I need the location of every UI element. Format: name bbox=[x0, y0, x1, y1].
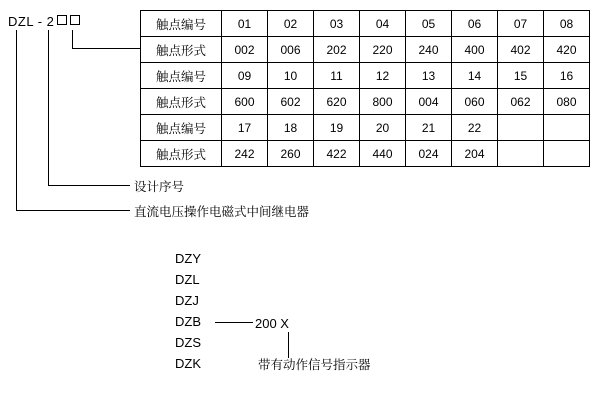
table-cell: 08 bbox=[544, 11, 590, 37]
table-cell: 14 bbox=[452, 63, 498, 89]
model-code-box-1 bbox=[57, 15, 67, 25]
table-row bbox=[141, 89, 590, 115]
row-header: 触点编号 bbox=[141, 11, 222, 37]
contact-table bbox=[140, 10, 590, 167]
row-header: 触点形式 bbox=[141, 141, 222, 167]
table-cell: 03 bbox=[314, 11, 360, 37]
table-cell bbox=[544, 141, 590, 167]
series-item: DZK bbox=[175, 356, 201, 371]
table-cell: 02 bbox=[268, 11, 314, 37]
table-cell: 422 bbox=[314, 141, 360, 167]
leader-line-relay-type-vertical bbox=[16, 30, 17, 210]
table-cell bbox=[544, 115, 590, 141]
leader-line-series-code bbox=[215, 322, 253, 323]
row-header: 触点形式 bbox=[141, 37, 222, 63]
table-cell: 10 bbox=[268, 63, 314, 89]
table-cell: 01 bbox=[222, 11, 268, 37]
table-cell: 242 bbox=[222, 141, 268, 167]
series-list bbox=[175, 248, 201, 374]
table-cell: 240 bbox=[406, 37, 452, 63]
table-cell: 004 bbox=[406, 89, 452, 115]
table-cell: 11 bbox=[314, 63, 360, 89]
table-cell: 800 bbox=[360, 89, 406, 115]
row-header: 触点编号 bbox=[141, 63, 222, 89]
table-cell: 600 bbox=[222, 89, 268, 115]
table-cell: 22 bbox=[452, 115, 498, 141]
leader-line-design-serial-horizontal bbox=[48, 185, 130, 186]
table-cell: 080 bbox=[544, 89, 590, 115]
table-cell: 17 bbox=[222, 115, 268, 141]
table-cell: 12 bbox=[360, 63, 406, 89]
table-cell: 440 bbox=[360, 141, 406, 167]
leader-line-table-vertical bbox=[72, 30, 73, 48]
table-cell: 006 bbox=[268, 37, 314, 63]
table-cell: 220 bbox=[360, 37, 406, 63]
indicator-note: 带有动作信号指示器 bbox=[258, 358, 371, 372]
leader-label-design-serial: 设计序号 bbox=[134, 180, 185, 194]
table-cell: 402 bbox=[498, 37, 544, 63]
leader-line-table-horizontal bbox=[72, 48, 140, 49]
model-code-box-2 bbox=[70, 15, 80, 25]
table-row bbox=[141, 11, 590, 37]
series-code: 200 X bbox=[255, 316, 289, 331]
series-item: DZL bbox=[175, 272, 200, 287]
table-cell: 05 bbox=[406, 11, 452, 37]
table-cell: 15 bbox=[498, 63, 544, 89]
row-header: 触点形式 bbox=[141, 89, 222, 115]
table-row bbox=[141, 115, 590, 141]
contact-table-wrap bbox=[140, 10, 590, 167]
model-code-prefix: DZL - 2 bbox=[8, 14, 55, 29]
table-cell: 400 bbox=[452, 37, 498, 63]
table-cell: 204 bbox=[452, 141, 498, 167]
table-row bbox=[141, 63, 590, 89]
table-cell: 18 bbox=[268, 115, 314, 141]
model-code bbox=[8, 14, 80, 29]
table-cell: 04 bbox=[360, 11, 406, 37]
table-cell: 20 bbox=[360, 115, 406, 141]
table-cell: 620 bbox=[314, 89, 360, 115]
table-cell: 202 bbox=[314, 37, 360, 63]
table-row bbox=[141, 37, 590, 63]
table-cell: 420 bbox=[544, 37, 590, 63]
table-cell: 062 bbox=[498, 89, 544, 115]
series-item: DZB bbox=[175, 314, 201, 329]
leader-label-relay-type: 直流电压操作电磁式中间继电器 bbox=[134, 205, 310, 219]
series-item: DZS bbox=[175, 335, 201, 350]
series-item: DZJ bbox=[175, 293, 199, 308]
leader-line-design-serial-vertical bbox=[48, 30, 49, 185]
table-cell bbox=[498, 115, 544, 141]
series-item: DZY bbox=[175, 251, 201, 266]
table-cell: 260 bbox=[268, 141, 314, 167]
table-cell: 06 bbox=[452, 11, 498, 37]
table-cell: 21 bbox=[406, 115, 452, 141]
table-cell: 602 bbox=[268, 89, 314, 115]
table-cell: 16 bbox=[544, 63, 590, 89]
table-cell: 024 bbox=[406, 141, 452, 167]
table-cell: 19 bbox=[314, 115, 360, 141]
table-row bbox=[141, 141, 590, 167]
table-cell: 07 bbox=[498, 11, 544, 37]
table-cell: 060 bbox=[452, 89, 498, 115]
table-cell: 13 bbox=[406, 63, 452, 89]
row-header: 触点编号 bbox=[141, 115, 222, 141]
table-cell bbox=[498, 141, 544, 167]
table-cell: 002 bbox=[222, 37, 268, 63]
table-cell: 09 bbox=[222, 63, 268, 89]
leader-line-relay-type-horizontal bbox=[16, 210, 130, 211]
